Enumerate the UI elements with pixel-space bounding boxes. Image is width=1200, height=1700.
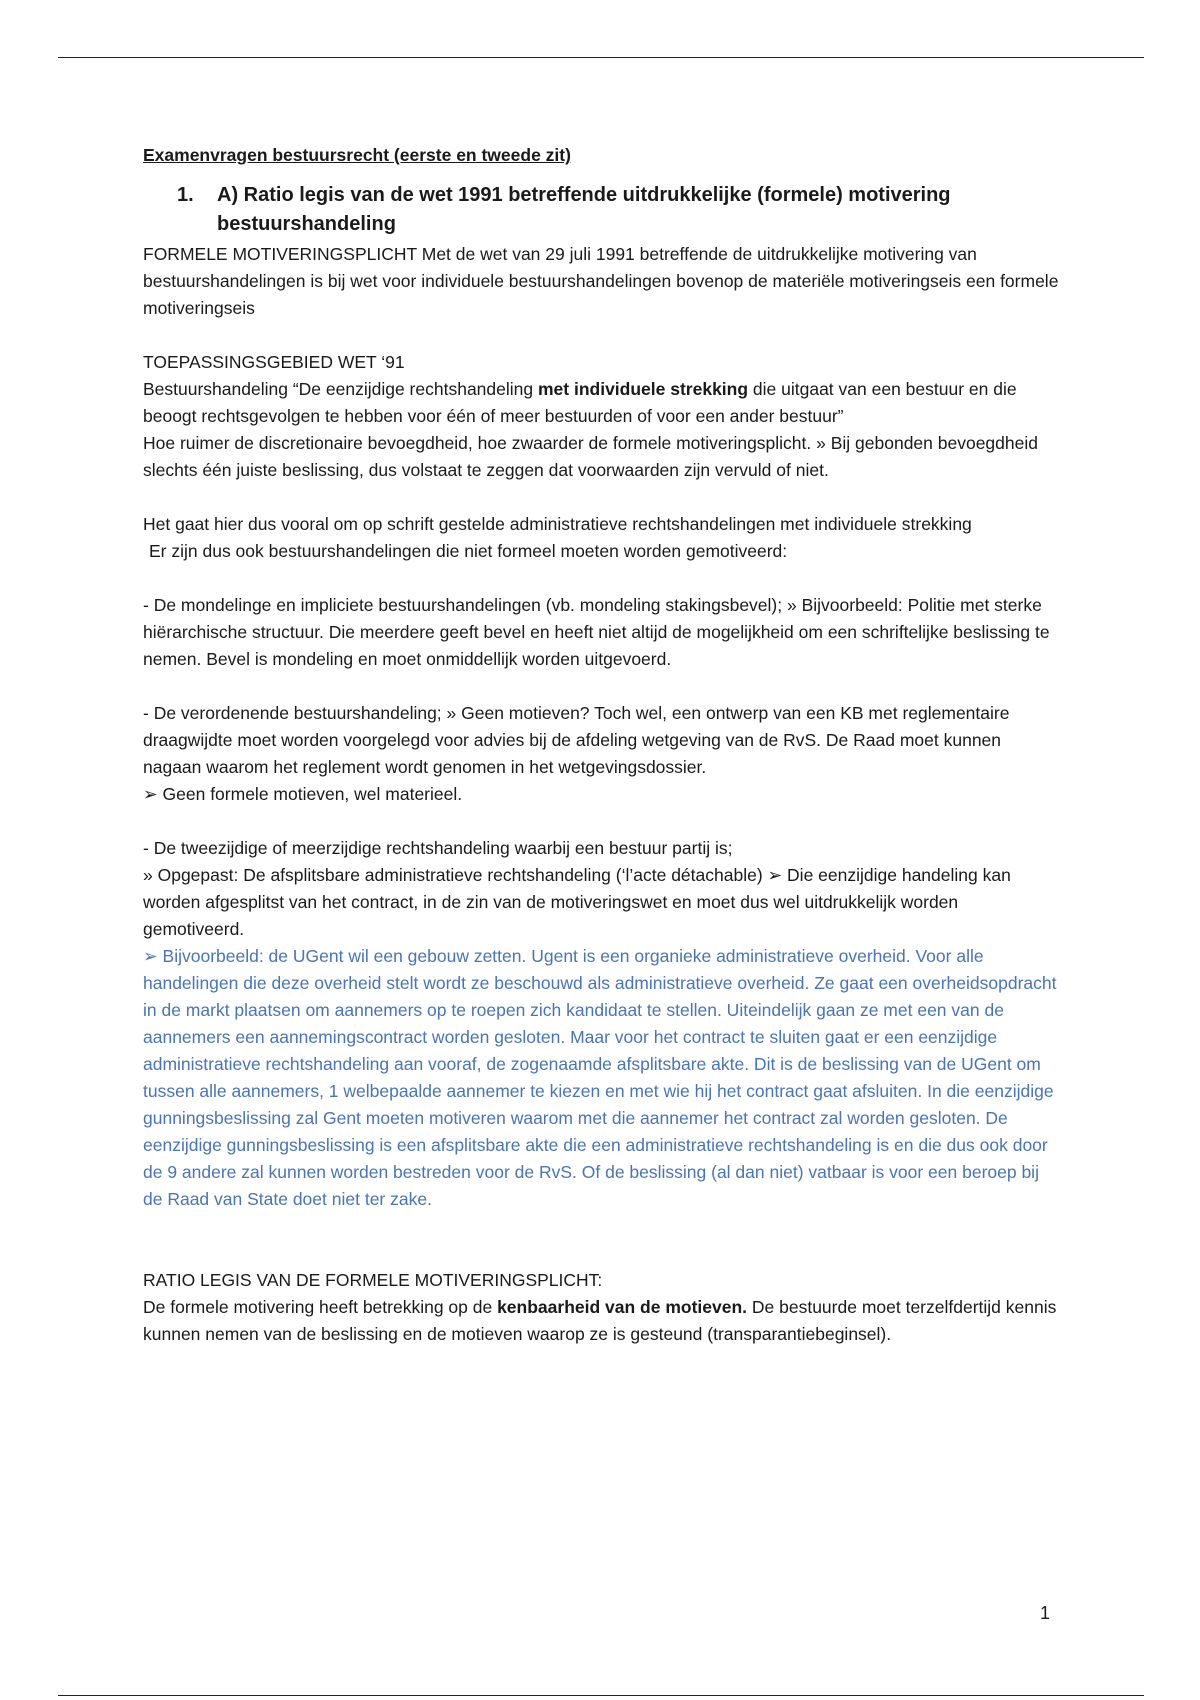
document-title: Examenvragen bestuursrecht (eerste en tweede zit)	[143, 145, 571, 165]
list-item-tweezijdig: - De tweezijdige of meerzijdige rechtshandeling waarbij een bestuur partij is;	[143, 838, 733, 858]
ratio-bold: kenbaarheid van de motieven.	[497, 1297, 748, 1317]
heading-text: A) Ratio legis van de wet 1991 betreffende uitdrukkelijke (formele) motivering bestuurshandeling	[217, 184, 951, 235]
spacer	[143, 673, 1063, 700]
list-item-mondeling: - De mondelinge en impliciete bestuurshandelingen (vb. mondeling stakingsbevel); » Bijvoorbeeld: Politie met sterke hiërarchische structuur. Die meerdere geeft bevel en heeft niet altijd de mogelijkheid om een schriftelijke beslissing te nemen. Bevel is mondeling en moet onmiddellijk worden uitgevoerd.	[143, 595, 1050, 669]
ratio-pre: De formele motivering heeft betrekking op de	[143, 1297, 498, 1317]
paragraph-niet-formeel: Er zijn dus ook bestuurshandelingen die niet formeel moeten worden gemotiveerd:	[149, 541, 788, 561]
paragraph-schrift: Het gaat hier dus vooral om op schrift gestelde administratieve rechtshandelingen met individuele strekking	[143, 514, 972, 534]
footer-rule	[58, 1695, 1144, 1696]
section-title-ratio: RATIO LEGIS VAN DE FORMELE MOTIVERINGSPLICHT:	[143, 1270, 603, 1290]
spacer	[143, 1213, 1063, 1240]
section-heading	[143, 181, 1063, 239]
paragraph-geen-formele: ➢ Geen formele motieven, wel materieel.	[143, 784, 463, 804]
list-item-verordenend: - De verordenende bestuurshandeling; » Geen motieven? Toch wel, een ontwerp van een KB met reglementaire draagwijdte moet worden voorgelegd voor advies bij de afdeling wetgeving van de RvS. De Raad moet kunnen nagaan waarom het reglement wordt genomen in het wetgevingsdossier.	[143, 703, 1010, 777]
page-number: 1	[1040, 1603, 1051, 1623]
header-rule	[58, 57, 1144, 58]
paragraph-ratio	[143, 1294, 1063, 1348]
spacer	[143, 322, 1063, 349]
spacer	[143, 484, 1063, 511]
document-body	[143, 142, 1063, 1348]
ratio-post: De bestuurde moet terzelfdertijd kennis kunnen nemen van de beslissing en de motieven waarop ze is gesteund (transparantiebeginsel).	[143, 1297, 1057, 1344]
spacer	[143, 565, 1063, 592]
heading-number: 1.	[177, 184, 194, 206]
paragraph-bestuurshandeling	[143, 376, 1063, 430]
spacer	[143, 1240, 1063, 1267]
paragraph-motiveringsplicht: FORMELE MOTIVERINGSPLICHT Met de wet van 29 juli 1991 betreffende de uitdrukkelijke motivering van bestuurshandelingen is bij wet voor individuele bestuurshandelingen bovenop de materiële motiveringseis een formele motiveringseis	[143, 244, 1059, 318]
section-title-toepassing: TOEPASSINGSGEBIED WET ‘91	[143, 352, 405, 372]
example-ugent: ➢ Bijvoorbeeld: de UGent wil een gebouw zetten. Ugent is een organieke administratieve overheid. Voor alle handelingen die deze overheid stelt wordt ze beschouwd als administratieve overheid. Ze gaat een overheidsopdracht in de markt plaatsen om aannemers op te roepen zich kandidaat te stellen. Uiteindelijk gaan ze met een van de aannemers een aannemingscontract worden gesloten. Maar voor het contract te sluiten gaat er een eenzijdige administratieve rechtshandeling aan vooraf, de zogenaamde afsplitsbare akte. Dit is de beslissing van de UGent om tussen alle aannemers, 1 welbepaalde aannemer te kiezen en met wie hij het contract gaat afsluiten. In die eenzijdige gunningsbeslissing zal Gent moeten motiveren waarom met die aannemer het contract zal worden gesloten. De eenzijdige gunningsbeslissing is een afsplitsbare akte die een administratieve rechtshandeling is en die dus ook door de 9 andere zal kunnen worden bestreden voor de RvS. Of de beslissing (al dan niet) vatbaar is voor een beroep bij de Raad van State doet niet ter zake.	[143, 946, 1057, 1209]
paragraph-discretionair: Hoe ruimer de discretionaire bevoegdheid, hoe zwaarder de formele motiveringsplicht. » Bij gebonden bevoegdheid slechts één juiste beslissing, dus volstaat te zeggen dat voorwaarden zijn vervuld of niet.	[143, 433, 1038, 480]
spacer	[143, 808, 1063, 835]
paragraph-opgepast: » Opgepast: De afsplitsbare administratieve rechtshandeling (‘l’acte détachable) ➢ Die eenzijdige handeling kan worden afgesplitst van het contract, in de zin van de motiveringswet en moet dus wel uitdrukkelijk worden gemotiveerd.	[143, 865, 1011, 939]
bestuurshandeling-bold: met individuele strekking	[537, 379, 749, 399]
bestuurshandeling-pre: Bestuurshandeling “De eenzijdige rechtshandeling	[143, 379, 538, 399]
bestuurshandeling-post: die uitgaat van een bestuur en die beoogt rechtsgevolgen te hebben voor één of meer bestuurden of voor een ander bestuur”	[143, 379, 1017, 426]
